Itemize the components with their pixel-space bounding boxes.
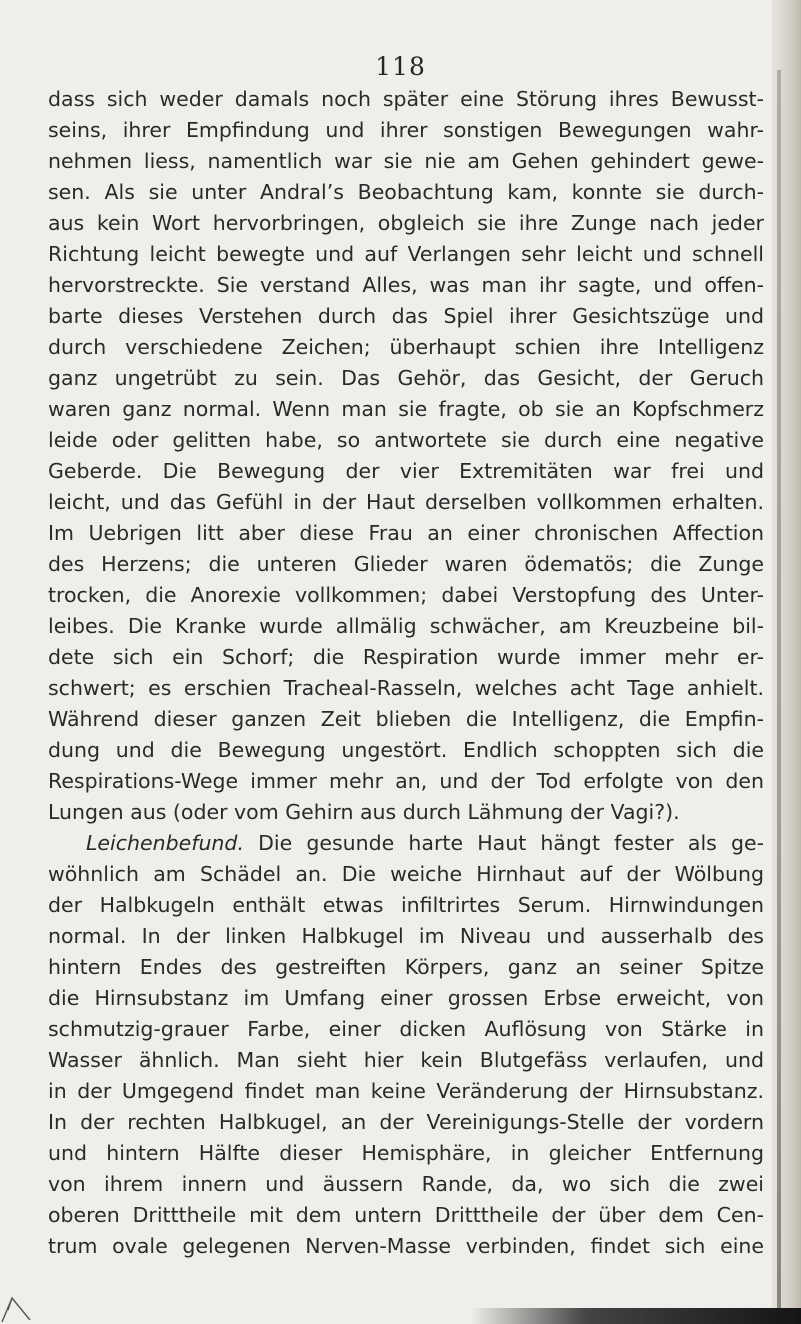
text-line: normal. In der linken Halbkugel im Niveau und ausserhalb des bbox=[48, 924, 764, 948]
text-line: leicht, und das Gefühl in der Haut derselben vollkommen erhalten. bbox=[48, 490, 764, 514]
text-line: und hintern Hälfte dieser Hemisphäre, in gleicher Entfernung bbox=[48, 1141, 764, 1165]
text-line: Im Uebrigen litt aber diese Frau an einer chronischen Affection bbox=[48, 521, 764, 545]
text-line: leide oder gelitten habe, so antwortete sie durch eine negative bbox=[48, 428, 764, 452]
page-bottom-shadow bbox=[470, 1308, 801, 1324]
text-line: waren ganz normal. Wenn man sie fragte, ob sie an Kopfschmerz bbox=[48, 397, 764, 421]
text-line: dung und die Bewegung ungestört. Endlich schoppten sich die bbox=[48, 738, 764, 762]
text-line: Die gesunde harte Haut hängt fester als ge- bbox=[243, 831, 764, 855]
text-line: leibes. Die Kranke wurde allmälig schwächer, am Kreuzbeine bil- bbox=[48, 614, 764, 638]
text-line: Während dieser ganzen Zeit blieben die Intelligenz, die Empfin- bbox=[48, 707, 764, 731]
text-line: dete sich ein Schorf; die Respiration wurde immer mehr er- bbox=[48, 645, 764, 669]
body-text bbox=[48, 84, 764, 1262]
text-line: der Halbkugeln enthält etwas infiltrirtes Serum. Hirnwindungen bbox=[48, 893, 764, 917]
text-line: ganz ungetrübt zu sein. Das Gehör, das Gesicht, der Geruch bbox=[48, 366, 764, 390]
text-line: aus kein Wort hervorbringen, obgleich sie ihre Zunge nach jeder bbox=[48, 211, 764, 235]
text-line: schwert; es erschien Tracheal-Rasseln, welches acht Tage anhielt. bbox=[48, 676, 764, 700]
text-line: hintern Endes des gestreiften Körpers, ganz an seiner Spitze bbox=[48, 955, 764, 979]
text-line: die Hirnsubstanz im Umfang einer grossen Erbse erweicht, von bbox=[48, 986, 764, 1010]
text-line: seins, ihrer Empfindung und ihrer sonstigen Bewegungen wahr- bbox=[48, 118, 764, 142]
text-line: Lungen aus (oder vom Gehirn aus durch Lähmung der Vagi?). bbox=[48, 800, 680, 824]
text-line: barte dieses Verstehen durch das Spiel ihrer Gesichtszüge und bbox=[48, 304, 764, 328]
text-line: hervorstreckte. Sie verstand Alles, was man ihr sagte, und offen- bbox=[48, 273, 764, 297]
text-line: des Herzens; die unteren Glieder waren ödematös; die Zunge bbox=[48, 552, 764, 576]
section-heading-line bbox=[48, 828, 764, 859]
text-line: dass sich weder damals noch später eine Störung ihres Bewusst- bbox=[48, 87, 764, 111]
text-line: Richtung leicht bewegte und auf Verlangen sehr leicht und schnell bbox=[48, 242, 764, 266]
text-line: Respirations-Wege immer mehr an, und der Tod erfolgte von den bbox=[48, 769, 764, 793]
text-line: Wasser ähnlich. Man sieht hier kein Blutgefäss verlaufen, und bbox=[48, 1048, 764, 1072]
text-line: durch verschiedene Zeichen; überhaupt schien ihre Intelligenz bbox=[48, 335, 764, 359]
text-line: schmutzig-grauer Farbe, einer dicken Auflösung von Stärke in bbox=[48, 1017, 764, 1041]
text-line: In der rechten Halbkugel, an der Vereinigungs-Stelle der vordern bbox=[48, 1110, 764, 1134]
text-line: trocken, die Anorexie vollkommen; dabei Verstopfung des Unter- bbox=[48, 583, 764, 607]
text-line: von ihrem innern und äussern Rande, da, wo sich die zwei bbox=[48, 1172, 764, 1196]
text-line: trum ovale gelegenen Nerven-Masse verbinden, findet sich eine bbox=[48, 1234, 764, 1258]
text-line: Geberde. Die Bewegung der vier Extremitäten war frei und bbox=[48, 459, 764, 483]
text-line: sen. Als sie unter Andral’s Beobachtung kam, konnte sie durch- bbox=[48, 180, 764, 204]
text-line: wöhnlich am Schädel an. Die weiche Hirnhaut auf der Wölbung bbox=[48, 862, 764, 886]
text-line: in der Umgegend findet man keine Veränderung der Hirnsubstanz. bbox=[48, 1079, 764, 1103]
corner-scribble-icon bbox=[0, 1270, 100, 1324]
binding-edge bbox=[777, 70, 781, 1324]
page-number: 118 bbox=[375, 52, 426, 81]
text-line: nehmen liess, namentlich war sie nie am Gehen gehindert gewe- bbox=[48, 149, 764, 173]
text-line: oberen Dritttheile mit dem untern Dritttheile der über dem Cen- bbox=[48, 1203, 764, 1227]
section-heading: Leichenbefund. bbox=[86, 831, 244, 855]
